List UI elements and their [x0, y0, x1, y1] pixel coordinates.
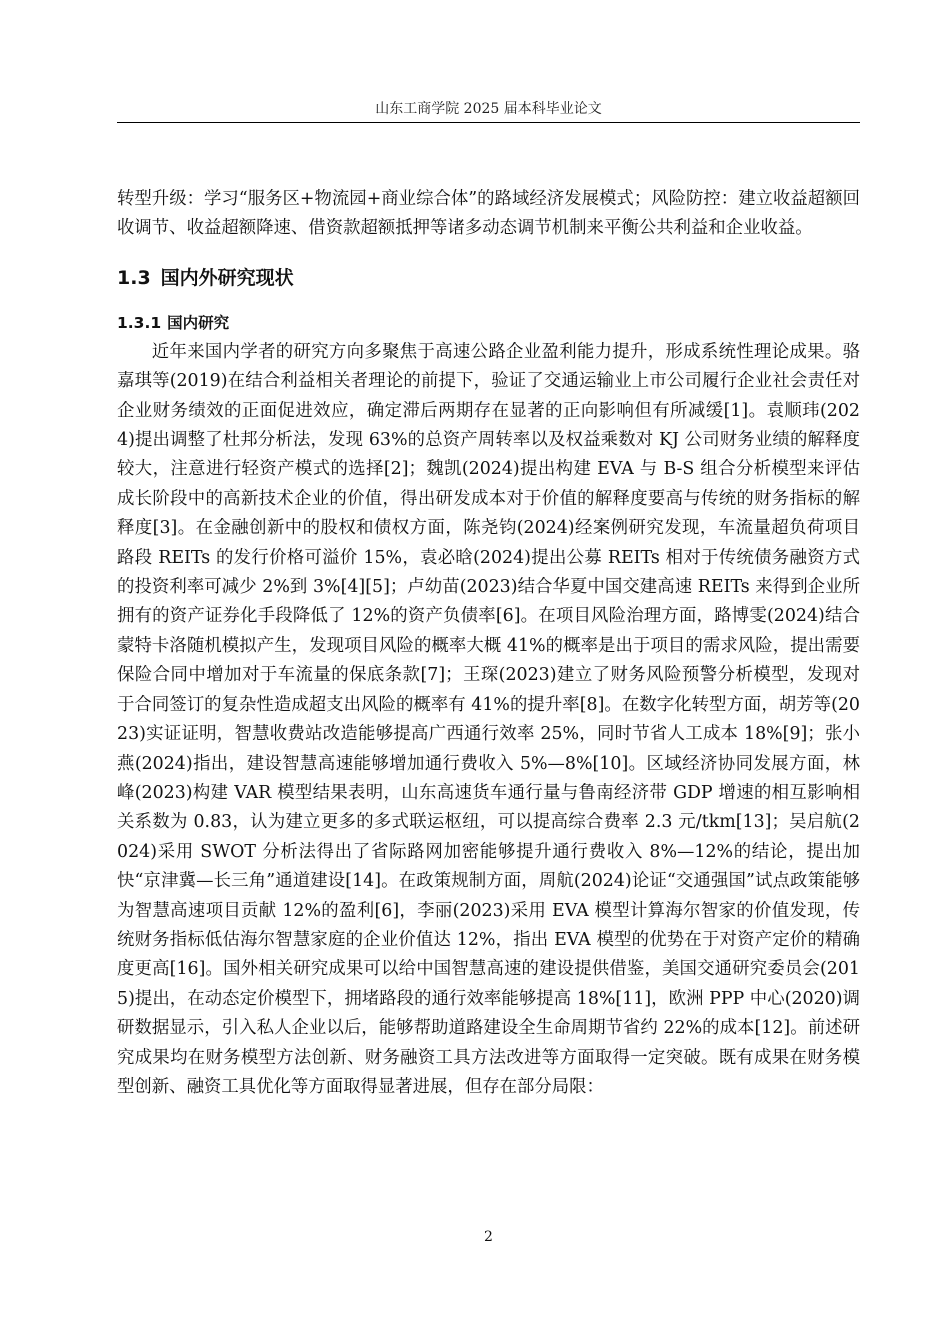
section-number: 1.3	[117, 266, 151, 289]
page-content	[117, 185, 860, 1102]
running-header: 山东工商学院 2025 届本科毕业论文	[375, 101, 602, 117]
subsection-number: 1.3.1	[117, 313, 162, 332]
page-number: 2	[484, 1229, 493, 1245]
header-rule	[117, 122, 860, 123]
continuation-paragraph: 转型升级：学习“服务区+物流园+商业综合体”的路域经济发展模式；风险防控：建立收益超额回收调节、收益超额降速、借资款超额抵押等诸多动态调节机制来平衡公共利益和企业收益。	[117, 189, 860, 239]
subsection-title: 国内研究	[167, 313, 230, 332]
section-heading	[117, 258, 860, 298]
section-title: 国内外研究现状	[160, 266, 294, 289]
main-paragraph: 近年来国内学者的研究方向多聚焦于高速公路企业盈利能力提升，形成系统性理论成果。骆嘉琪等(2019)在结合利益相关者理论的前提下，验证了交通运输业上市公司履行企业社会责任对企业财务绩效的正面促进效应，确定滞后两期存在显著的正向影响但有所减缓[1]。袁顺玮(2024)提出调整了杜邦分析法，发现 63%的总资产周转率以及权益乘数对 KJ 公司财务业绩的解释度较大，注意进行轻资产模式的选择[2]；魏凯(2024)提出构建 EVA 与 B-S 组合分析模型来评估成长阶段中的高新技术企业的价值，得出研发成本对于价值的解释度要高与传统的财务指标的解释度[3]。在金融创新中的股权和债权方面，陈尧钧(2024)经案例研究发现，车流量超负荷项目路段 REITs 的发行价格可溢价 15%，袁必晗(2024)提出公募 REITs 相对于传统债务融资方式的投资利率可减少 2%到 3%[4][5]；卢幼苗(2023)结合华夏中国交建高速 REITs 来得到企业所拥有的资产证券化手段降低了 12%的资产负债率[6]。在项目风险治理方面，路博雯(2024)结合蒙特卡洛随机模拟产生，发现项目风险的概率大概 41%的概率是出于项目的需求风险，提出需要保险合同中增加对于车流量的保底条款[7]；王琛(2023)建立了财务风险预警分析模型，发现对于合同签订的复杂性造成超支出风险的概率有 41%的提升率[8]。在数字化转型方面，胡芳等(2023)实证证明，智慧收费站改造能够提高广西通行效率 25%，同时节省人工成本 18%[9]；张小燕(2024)指出，建设智慧高速能够增加通行费收入 5%—8%[10]。区域经济协同发展方面，林峰(2023)构建 VAR 模型结果表明，山东高速货车通行量与鲁南经济带 GDP 增速的相互影响相关系数为 0.83，认为建立更多的多式联运枢纽，可以提高综合费率 2.3 元/tkm[13]；吴启航(2024)采用 SWOT 分析法得出了省际路网加密能够提升通行费收入 8%—12%的结论，提出加快“京津冀—长三角”通道建设[14]。在政策规制方面，周航(2024)论证“交通强国”试点政策能够为智慧高速项目贡献 12%的盈利[6]，李丽(2023)采用 EVA 模型计算海尔智家的价值发现，传统财务指标低估海尔智慧家庭的企业价值达 12%，指出 EVA 模型的优势在于对资产定价的精确度更高[16]。国外相关研究成果可以给中国智慧高速的建设提供借鉴，美国交通研究委员会(2015)提出，在动态定价模型下，拥堵路段的通行效率能够提高 18%[11]，欧洲 PPP 中心(2020)调研数据显示，引入私人企业以后，能够帮助道路建设全生命周期节省约 22%的成本[12]。前述研究成果均在财务模型方法创新、财务融资工具方法改进等方面取得一定突破。既有成果在财务模型创新、融资工具优化等方面取得显著进展，但存在部分局限：	[117, 341, 860, 1097]
subsection-heading	[117, 308, 860, 338]
